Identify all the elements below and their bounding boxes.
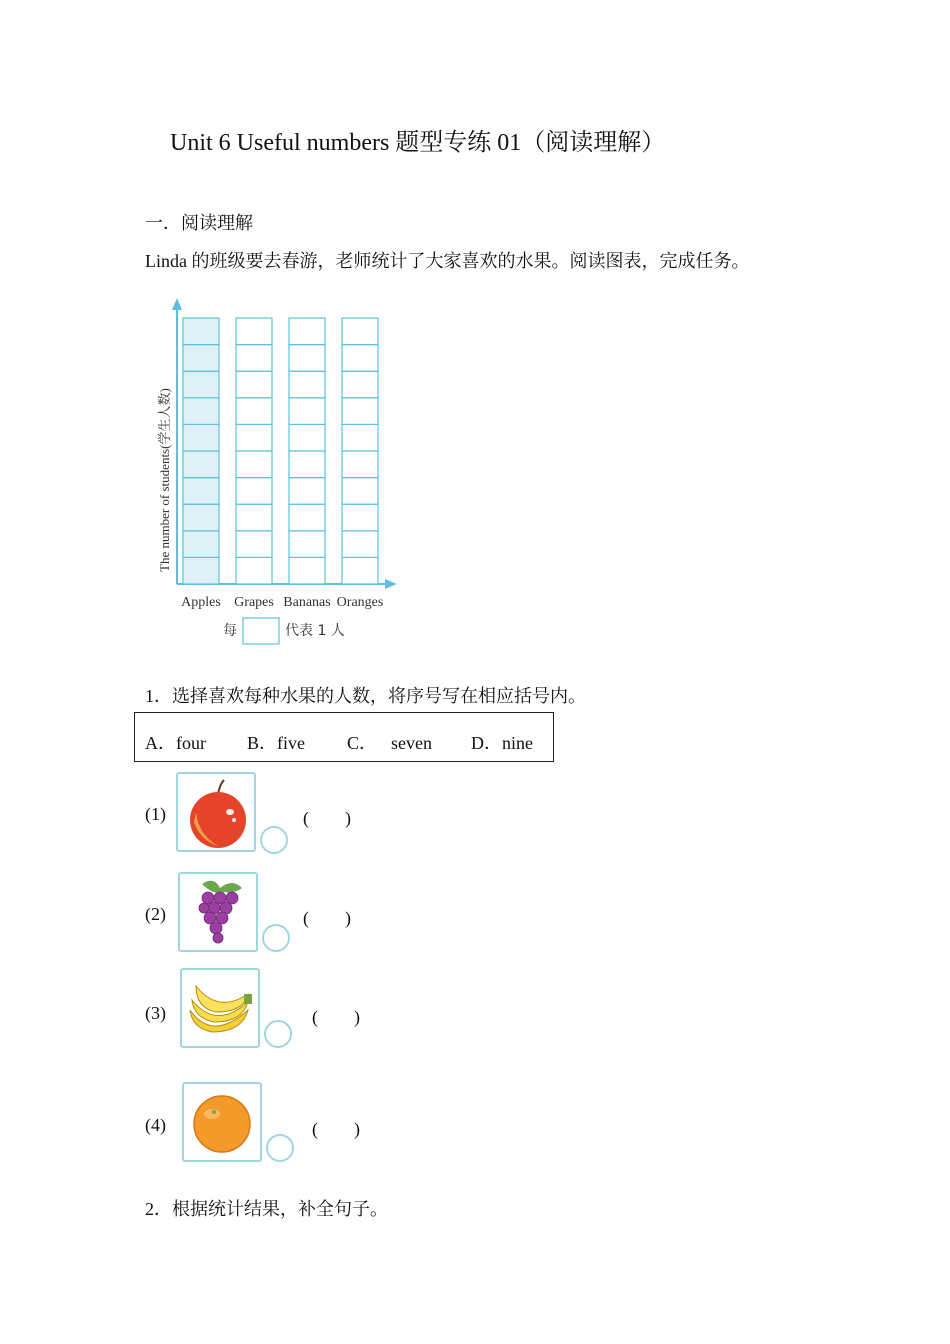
banana-icon [182,970,258,1046]
grid-cell [236,424,272,451]
grid-cell [342,424,378,451]
grapes-card [178,872,258,952]
x-tick-label-apples: Apples [181,595,221,610]
grid-cell [289,504,325,531]
grid-cell [236,318,272,345]
x-tick-label-bananas: Bananas [283,595,331,610]
y-axis-label: The number of students(学生人数) [157,388,172,572]
legend-prefix: 每 [223,623,237,639]
answer-blank-1[interactable]: ( ) [303,808,351,828]
options-box [134,712,554,762]
intro-text: Linda 的班级要去春游，老师统计了大家喜欢的水果。阅读图表，完成任务。 [145,251,750,271]
grid-cell [289,478,325,505]
grid-cell [342,451,378,478]
grid-cell [342,345,378,372]
grid-cell [183,557,219,584]
grid-cell [236,557,272,584]
grid-cell [236,478,272,505]
grid-cell [236,504,272,531]
grid-cell [183,504,219,531]
fruit-chart [145,292,405,652]
item-3-number: (3) [145,1003,166,1023]
item-2-number: (2) [145,904,166,924]
question-2-prompt: 2．根据统计结果，补全句子。 [145,1199,388,1219]
item-1-number: (1) [145,804,166,824]
grid-cell [342,371,378,398]
grid-cell [183,371,219,398]
grid-cell [289,345,325,372]
answer-circle-1[interactable] [260,826,288,854]
grid-cell [342,557,378,584]
grid-cell [183,531,219,558]
grid-cell [289,531,325,558]
answer-circle-3[interactable] [264,1020,292,1048]
apple-icon [178,774,254,850]
grid-cell [236,371,272,398]
item-4-number: (4) [145,1115,166,1135]
option-d: D．nine [471,733,533,753]
grid-cell [183,424,219,451]
grid-cell [183,451,219,478]
grid-cell [236,398,272,425]
grid-cell [183,398,219,425]
y-axis-arrow [172,298,182,310]
grid-cell [342,531,378,558]
answer-blank-4[interactable]: ( ) [312,1119,360,1139]
grid-cell [289,451,325,478]
answer-circle-4[interactable] [266,1134,294,1162]
grapes-icon [180,874,256,950]
apple-card [176,772,256,852]
grid-cell [289,557,325,584]
grid-cell [342,504,378,531]
grid-cell [236,451,272,478]
grid-cell [342,478,378,505]
grid-cell [342,398,378,425]
grid-cell [183,318,219,345]
grid-cell [183,478,219,505]
x-tick-label-oranges: Oranges [336,595,384,610]
option-c: C． seven [347,733,432,753]
answer-blank-3[interactable]: ( ) [312,1007,360,1027]
orange-icon [184,1084,260,1160]
legend-box [243,618,279,644]
x-axis-arrow [385,579,397,589]
section-heading: 一．阅读理解 [145,213,253,233]
orange-card [182,1082,262,1162]
option-b: B．five [247,733,305,753]
legend-suffix: 代表 1 人 [285,623,345,639]
banana-card [180,968,260,1048]
grid-cell [183,345,219,372]
grid-cell [236,531,272,558]
question-1-prompt: 1．选择喜欢每种水果的人数，将序号写在相应括号内。 [145,686,586,706]
grid-cell [289,371,325,398]
answer-circle-2[interactable] [262,924,290,952]
grid-cell [289,318,325,345]
page-title: Unit 6 Useful numbers 题型专练 01（阅读理解） [170,130,666,156]
grid-cell [342,318,378,345]
grid-cell [289,424,325,451]
grid-cell [236,345,272,372]
grid-cell [289,398,325,425]
x-tick-label-grapes: Grapes [234,595,274,610]
answer-blank-2[interactable]: ( ) [303,908,351,928]
option-a: A．four [145,733,206,753]
